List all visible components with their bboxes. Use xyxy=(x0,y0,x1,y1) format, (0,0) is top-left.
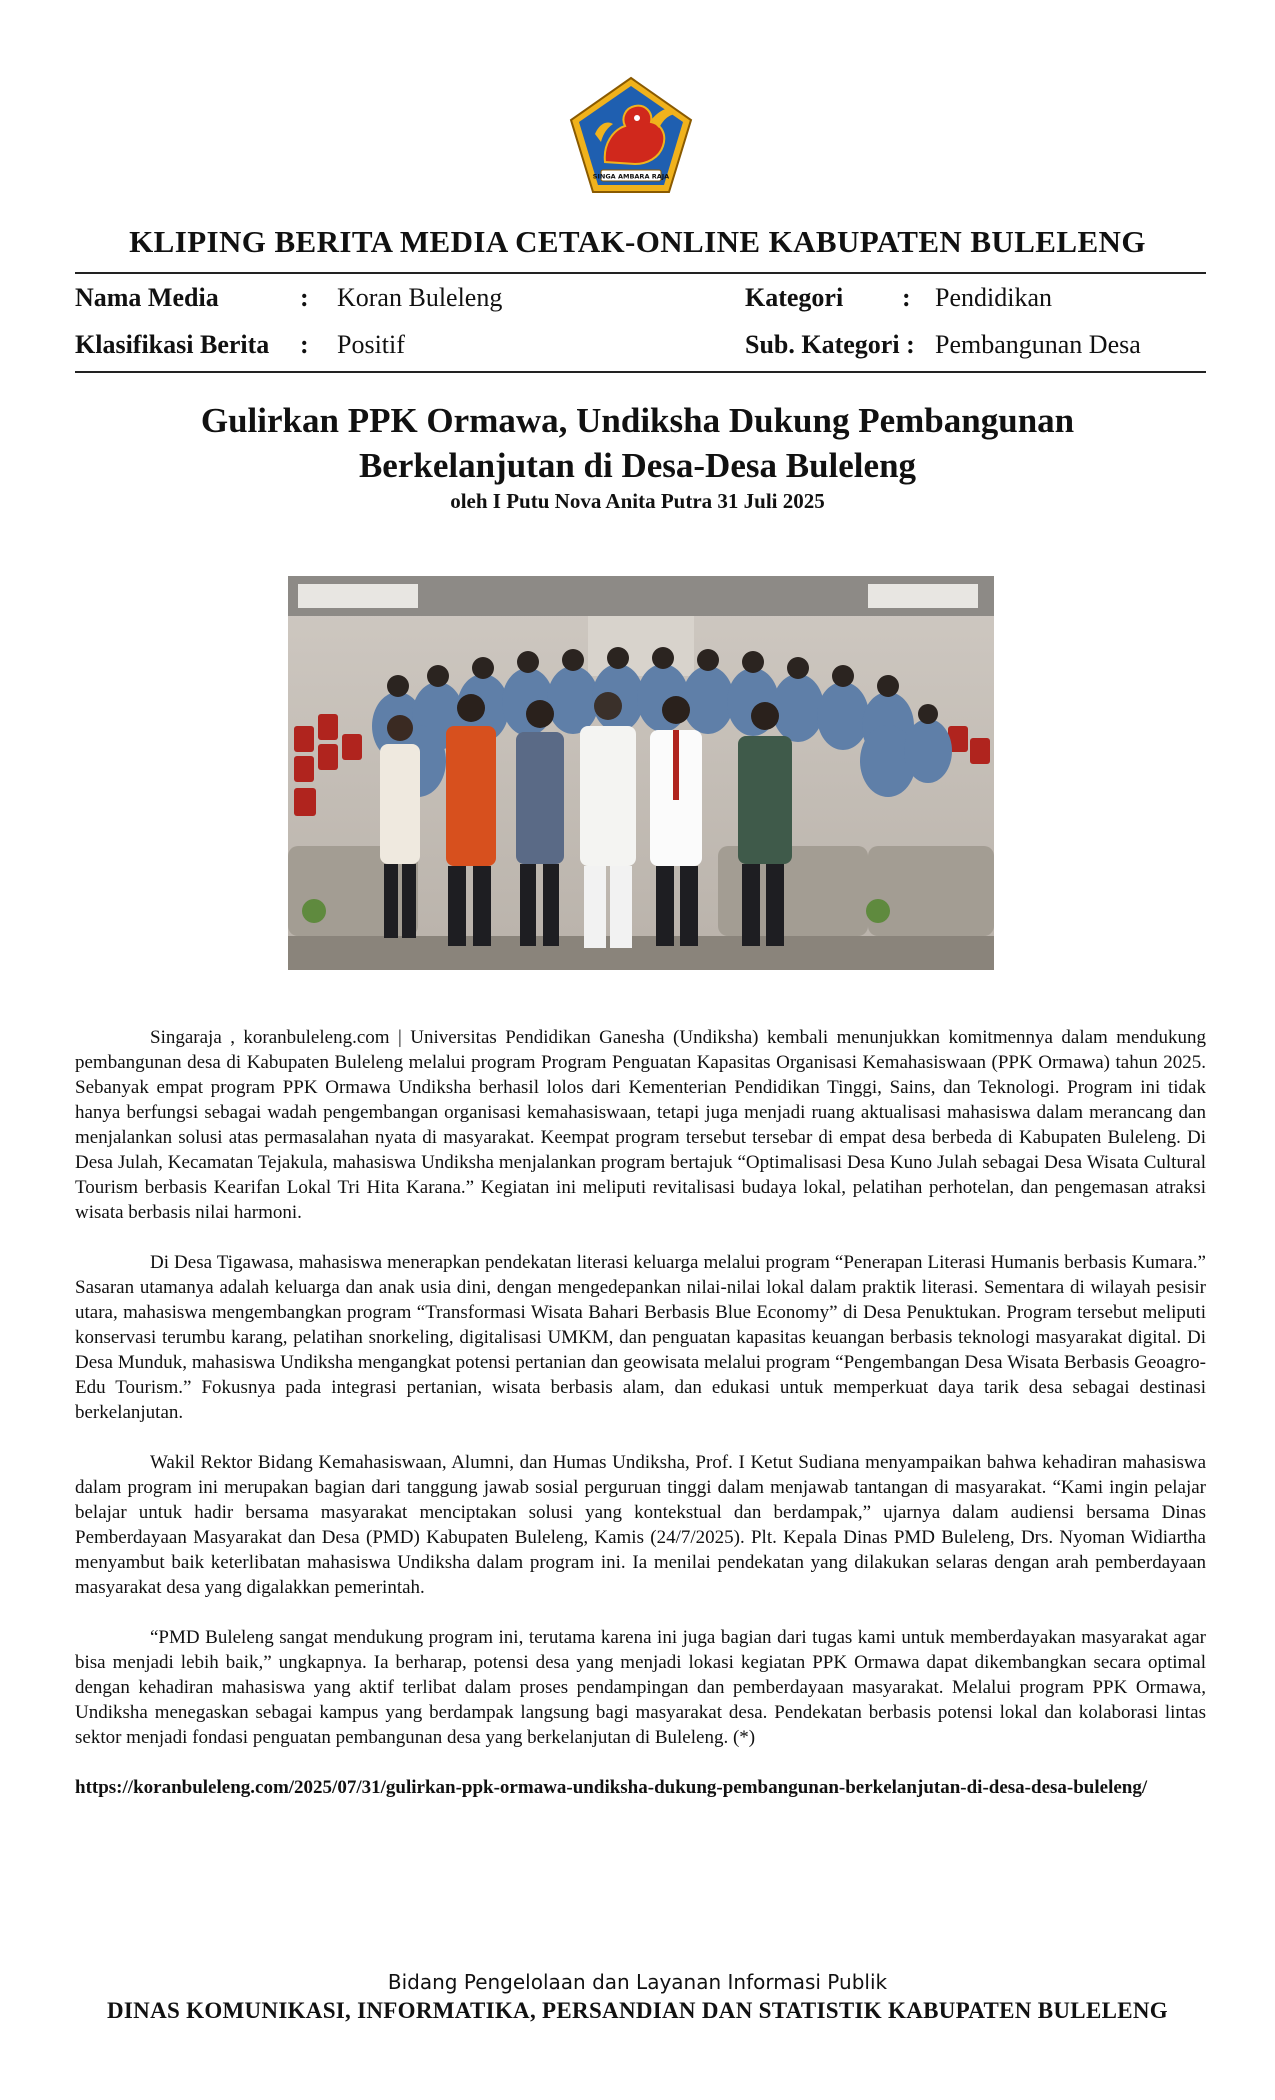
top-divider xyxy=(75,272,1206,274)
classification-label: Klasifikasi Berita xyxy=(75,330,270,359)
article-paragraph-2: Di Desa Tigawasa, mahasiswa menerapkan pendekatan literasi keluarga melalui program “Penerapan Literasi Humanis berbasis Kumara.” Sasaran utamanya adalah keluarga dan anak usia dini, dengan mengedepankan nilai-nilai lokal dalam praktik literasi. Sementara di wilayah pesisir utara, mahasiswa mengembangkan program “Transformasi Wisata Bahari Berbasis Blue Economy” di Desa Penuktukan. Program tersebut meliputi konservasi terumbu karang, pelatihan snorkeling, digitalisasi UMKM, dan penguatan kapasitas keuangan berbasis teknologi masyarakat digital. Di Desa Munduk, mahasiswa Undiksha mengangkat potensi pertanian dan geowisata melalui program “Pengembangan Desa Wisata Berbasis Geoagro-Edu Tourism.” Fokusnya pada integrasi pertanian, wisata berbasis alam, dan edukasi untuk memperkuat daya tarik desa sebagai destinasi berkelanjutan. xyxy=(75,1252,1206,1423)
article-paragraph-4: “PMD Buleleng sangat mendukung program ini, terutama karena ini juga bagian dari tugas kami untuk memberdayakan masyarakat agar bisa menjadi lebih baik,” ungkapnya. Ia berharap, potensi desa yang menjadi lokasi kegiatan PPK Ormawa dapat dikembangkan secara optimal dengan kehadiran mahasiswa yang aktif terlibat dalam proses pendampingan dan pemberdayaan masyarakat. Melalui program PPK Ormawa, Undiksha menegaskan sebagai kampus yang berdampak langsung bagi masyarakat desa. Pendekatan berbasis potensi lokal dan kolaborasi lintas sektor menjadi fondasi penguatan pembangunan desa yang berkelanjutan di Buleleng. (*) xyxy=(75,1627,1206,1748)
article-photo xyxy=(288,576,994,970)
subcategory-label: Sub. Kategori : xyxy=(745,330,915,359)
source-url-link[interactable]: https://koranbuleleng.com/2025/07/31/gulirkan-ppk-ormawa-undiksha-dukung-pembangunan-berkelanjutan-di-desa-desa-buleleng/ xyxy=(75,1777,1148,1798)
article-byline: oleh I Putu Nova Anita Putra 31 Juli 2025 xyxy=(450,489,825,513)
logo-caption-text: SINGA AMBARA RAJA xyxy=(592,172,670,181)
bottom-divider xyxy=(75,371,1206,373)
headline-line-1: Gulirkan PPK Ormawa, Undiksha Dukung Pembangunan xyxy=(200,401,1075,440)
article-headline xyxy=(0,398,1275,488)
category-label: Kategori xyxy=(745,283,844,312)
meta-row-category xyxy=(745,283,1205,315)
footer-division: Bidang Pengelolaan dan Layanan Informasi Publik xyxy=(387,1970,888,1994)
article-paragraph-3: Wakil Rektor Bidang Kemahasiswaan, Alumni, dan Humas Undiksha, Prof. I Ketut Sudiana menyampaikan bahwa kehadiran mahasiswa dalam program ini merupakan bagian dari tanggung jawab sosial perguruan tinggi dalam menjawab tantangan di masyarakat. “Kami ingin pelajar belajar untuk hadir bersama masyarakat menciptakan solusi yang kontekstual dan berdampak,” ujarnya dalam audiensi bersama Dinas Pemberdayaan Masyarakat dan Desa (PMD) Kabupaten Buleleng, Kamis (24/7/2025). Plt. Kepala Dinas PMD Buleleng, Drs. Nyoman Widiartha menyambut baik keterlibatan mahasiswa Undiksha dalam program ini. Ia menilai pendekatan yang dilakukan selaras dengan arah pemberdayaan masyarakat desa yang digalakkan pemerintah. xyxy=(75,1452,1206,1598)
clipping-title: KLIPING BERITA MEDIA CETAK-ONLINE KABUPATEN BULELENG xyxy=(129,224,1146,259)
category-colon: : xyxy=(902,283,911,312)
classification-value: Positif xyxy=(337,330,405,359)
footer-agency: DINAS KOMUNIKASI, INFORMATIKA, PERSANDIAN DAN STATISTIK KABUPATEN BULELENG xyxy=(107,1998,1168,2023)
media-colon: : xyxy=(300,283,309,312)
meta-row-subcategory xyxy=(745,330,1205,362)
classification-colon: : xyxy=(300,330,309,359)
article-body xyxy=(75,1025,1206,1825)
media-value: Koran Buleleng xyxy=(337,283,503,312)
headline-line-2: Berkelanjutan di Desa-Desa Buleleng xyxy=(358,446,917,485)
meta-row-classification xyxy=(75,330,675,362)
buleleng-emblem-logo xyxy=(565,74,697,198)
article-paragraph-1: Singaraja , koranbuleleng.com | Universitas Pendidikan Ganesha (Undiksha) kembali menunjukkan komitmennya dalam mendukung pembangunan desa di Kabupaten Buleleng melalui program Program Penguatan Kapasitas Organisasi Kemahasiswaan (PPK Ormawa) tahun 2025. Sebanyak empat program PPK Ormawa Undiksha berhasil lolos dari Kementerian Pendidikan Tinggi, Sains, dan Teknologi. Program ini tidak hanya berfungsi sebagai wadah pengembangan organisasi kemahasiswaan, tetapi juga menjadi ruang aktualisasi mahasiswa dalam merancang dan menjalankan solusi atas permasalahan nyata di masyarakat. Keempat program tersebut tersebar di empat desa berbeda di Kabupaten Buleleng. Di Desa Julah, Kecamatan Tejakula, mahasiswa Undiksha menjalankan program bertajuk “Optimalisasi Desa Kuno Julah sebagai Desa Wisata Cultural Tourism berbasis Kearifan Lokal Tri Hita Karana.” Kegiatan ini meliputi revitalisasi budaya lokal, pelatihan perhotelan, dan pengemasan atraksi wisata berbasis nilai harmoni. xyxy=(75,1027,1206,1223)
meta-row-media xyxy=(75,283,675,315)
subcategory-value: Pembangunan Desa xyxy=(935,330,1141,359)
category-value: Pendidikan xyxy=(935,283,1052,312)
media-label: Nama Media xyxy=(75,283,219,312)
